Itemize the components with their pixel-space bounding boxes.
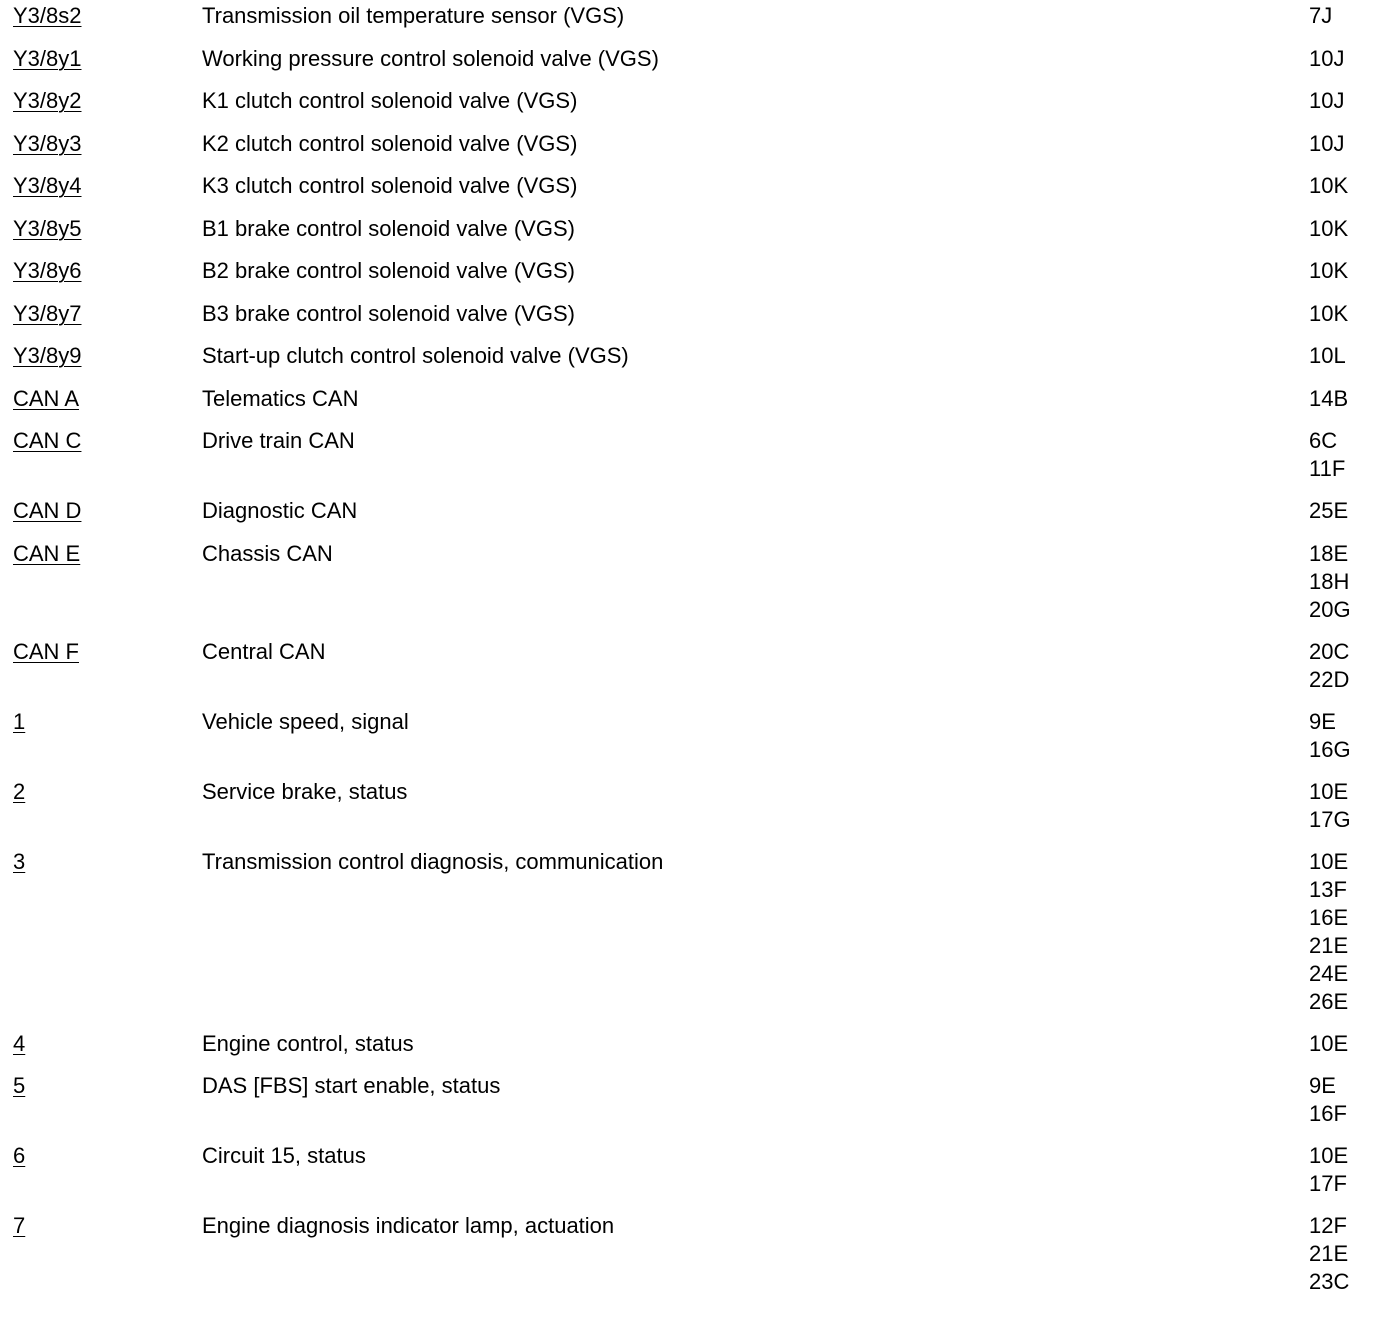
component-code-link[interactable]: 3 [13,848,26,874]
component-description: Central CAN [202,638,326,664]
component-code-link[interactable]: Y3/8y1 [13,45,82,71]
grid-reference: 10J [1309,88,1345,113]
grid-reference: 14B [1309,385,1349,411]
grid-reference: 20G [1309,596,1351,622]
component-description: B1 brake control solenoid valve (VGS) [202,215,575,241]
table-row [0,385,1392,428]
grid-reference-list [1309,257,1389,285]
grid-reference-list [1309,497,1389,525]
grid-reference-list [1309,130,1389,158]
table-row [0,427,1392,497]
component-description: Transmission control diagnosis, communication [202,848,664,874]
grid-reference-list [1309,342,1389,370]
grid-reference: 10K [1309,173,1349,198]
grid-reference-list [1309,215,1389,243]
grid-reference: 9E [1309,1073,1336,1098]
component-description: Telematics CAN [202,385,359,411]
grid-reference: 18H [1309,568,1350,594]
table-row [0,2,1392,45]
table-row [0,708,1392,778]
component-description: Chassis CAN [202,540,333,566]
table-row [0,848,1392,1030]
grid-reference: 23C [1309,1269,1350,1294]
table-row [0,300,1392,343]
component-code-link[interactable]: 6 [13,1143,26,1168]
component-code-link[interactable]: Y3/8y3 [13,130,82,156]
grid-reference-list [1309,2,1389,30]
component-code-link[interactable]: Y3/8y4 [13,173,82,198]
grid-reference-list [1309,778,1389,834]
grid-reference-list [1309,1212,1389,1296]
grid-reference: 18E [1309,540,1349,566]
component-code-link[interactable]: CAN A [13,385,80,411]
table-row [0,1030,1392,1073]
table-row [0,1212,1392,1310]
component-description: K2 clutch control solenoid valve (VGS) [202,130,578,156]
component-description: K1 clutch control solenoid valve (VGS) [202,88,578,113]
grid-reference: 10E [1309,848,1349,874]
grid-reference-list [1309,540,1389,624]
table-row [0,87,1392,130]
component-code-link[interactable]: Y3/8y7 [13,300,82,326]
component-code-link[interactable]: 5 [13,1073,26,1098]
table-row [0,130,1392,173]
component-description: B2 brake control solenoid valve (VGS) [202,258,575,283]
grid-reference: 6C [1309,428,1338,453]
grid-reference-list [1309,385,1389,413]
grid-reference: 16E [1309,904,1349,930]
grid-reference: 26E [1309,988,1349,1014]
grid-reference: 22D [1309,666,1350,692]
table-row [0,778,1392,848]
table-row [0,497,1392,540]
component-description: Engine diagnosis indicator lamp, actuation [202,1213,615,1238]
component-description: Transmission oil temperature sensor (VGS) [202,3,625,28]
component-description: Drive train CAN [202,428,355,453]
grid-reference: 17G [1309,806,1351,832]
grid-reference: 24E [1309,960,1349,986]
component-description: Working pressure control solenoid valve (VGS) [202,45,659,71]
component-description: Diagnostic CAN [202,498,358,523]
table-row [0,172,1392,215]
table-row [0,1072,1392,1142]
grid-reference-list [1309,1142,1389,1198]
grid-reference: 20C [1309,638,1350,664]
grid-reference: 9E [1309,708,1336,734]
grid-reference: 21E [1309,1241,1349,1266]
component-code-link[interactable]: Y3/8y2 [13,88,82,113]
component-code-link[interactable]: 2 [13,778,26,804]
component-code-link[interactable]: Y3/8s2 [13,3,82,28]
grid-reference: 10J [1309,45,1345,71]
table-row [0,1142,1392,1212]
component-code-link[interactable]: Y3/8y5 [13,215,82,241]
grid-reference: 10K [1309,300,1349,326]
grid-reference-list [1309,87,1389,115]
component-description: Vehicle speed, signal [202,708,409,734]
grid-reference: 16G [1309,736,1351,762]
grid-reference: 13F [1309,876,1347,902]
table-row [0,638,1392,708]
grid-reference-list [1309,427,1389,483]
grid-reference: 10L [1309,343,1346,368]
table-row [0,342,1392,385]
component-code-link[interactable]: Y3/8y6 [13,258,82,283]
component-code-link[interactable]: 1 [13,708,26,734]
grid-reference: 10K [1309,258,1349,283]
component-description: DAS [FBS] start enable, status [202,1073,501,1098]
component-code-link[interactable]: CAN F [13,638,79,664]
grid-reference: 10J [1309,130,1345,156]
grid-reference-list [1309,708,1389,764]
component-code-link[interactable]: CAN D [13,498,82,523]
grid-reference: 16F [1309,1101,1347,1126]
grid-reference-list [1309,848,1389,1016]
grid-reference-list [1309,1072,1389,1128]
grid-reference: 10E [1309,1030,1349,1056]
grid-reference-list [1309,638,1389,694]
component-description: Start-up clutch control solenoid valve (VGS) [202,343,629,368]
component-description: K3 clutch control solenoid valve (VGS) [202,173,578,198]
table-row [0,45,1392,88]
grid-reference: 12F [1309,1213,1347,1238]
component-description: Circuit 15, status [202,1143,366,1168]
grid-reference: 25E [1309,498,1349,523]
component-code-link[interactable]: 4 [13,1030,26,1056]
grid-reference: 7J [1309,3,1333,28]
grid-reference: 11F [1309,456,1346,481]
component-description: Service brake, status [202,778,408,804]
grid-reference-list [1309,1030,1389,1058]
grid-reference: 10K [1309,215,1349,241]
grid-reference-list [1309,172,1389,200]
grid-reference: 10E [1309,778,1349,804]
component-code-link[interactable]: Y3/8y9 [13,343,82,368]
component-code-link[interactable]: CAN E [13,540,81,566]
table-row [0,540,1392,638]
component-description: Engine control, status [202,1030,414,1056]
grid-reference-list [1309,300,1389,328]
component-code-link[interactable]: CAN C [13,428,82,453]
table-row [0,257,1392,300]
table-row [0,215,1392,258]
grid-reference-list [1309,45,1389,73]
legend-table [0,2,1392,1310]
grid-reference: 17F [1309,1171,1347,1196]
grid-reference: 10E [1309,1143,1349,1168]
component-description: B3 brake control solenoid valve (VGS) [202,300,575,326]
component-code-link[interactable]: 7 [13,1213,26,1238]
grid-reference: 21E [1309,932,1349,958]
